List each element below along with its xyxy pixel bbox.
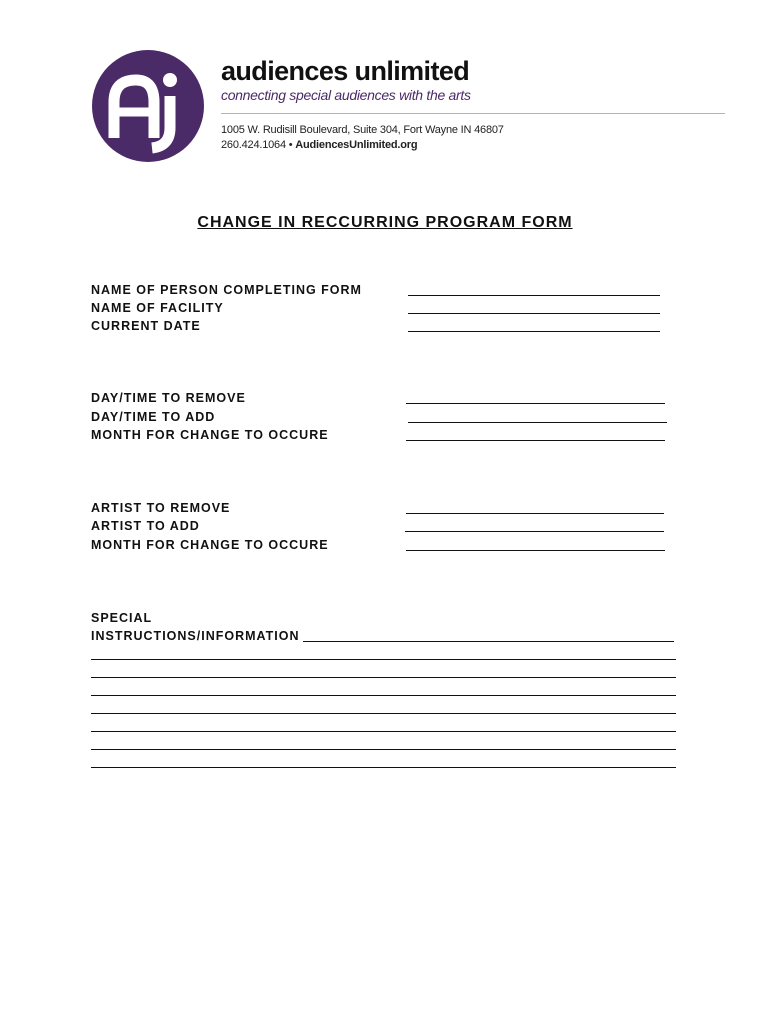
instructions-line[interactable] (91, 749, 676, 750)
daytime-add-field[interactable] (408, 422, 667, 423)
person-label: NAME OF PERSON COMPLETING FORM (91, 283, 362, 297)
artist-remove-label: ARTIST TO REMOVE (91, 501, 231, 515)
daytime-month-field[interactable] (406, 440, 665, 441)
brand-tagline: connecting special audiences with the arts (221, 87, 471, 103)
date-label: CURRENT DATE (91, 319, 201, 333)
facility-label: NAME OF FACILITY (91, 301, 224, 315)
artist-month-field[interactable] (406, 550, 665, 551)
special-label: SPECIAL (91, 611, 153, 625)
instructions-line[interactable] (91, 731, 676, 732)
instructions-line[interactable] (91, 713, 676, 714)
separator-dot: • (288, 139, 293, 151)
instructions-line[interactable] (91, 767, 676, 768)
facility-field[interactable] (408, 313, 660, 314)
daytime-remove-field[interactable] (406, 403, 665, 404)
address: 1005 W. Rudisill Boulevard, Suite 304, Fort Wayne IN 46807 (221, 124, 504, 136)
instructions-label: INSTRUCTIONS/INFORMATION (91, 629, 300, 643)
logo-mark-icon (92, 50, 204, 162)
date-field[interactable] (408, 331, 660, 332)
artist-add-label: ARTIST TO ADD (91, 519, 200, 533)
logo (92, 50, 204, 162)
artist-month-label: MONTH FOR CHANGE TO OCCURE (91, 538, 329, 552)
daytime-month-label: MONTH FOR CHANGE TO OCCURE (91, 428, 329, 442)
website-link[interactable]: AudiencesUnlimited.org (295, 139, 418, 151)
daytime-remove-label: DAY/TIME TO REMOVE (91, 391, 246, 405)
instructions-line[interactable] (91, 659, 676, 660)
artist-add-field[interactable] (405, 531, 664, 532)
instructions-line[interactable] (91, 695, 676, 696)
header-divider (221, 113, 725, 114)
brand-name: audiences unlimited (221, 56, 470, 86)
form-title: CHANGE IN RECCURRING PROGRAM FORM (197, 214, 573, 231)
instructions-first-line[interactable] (303, 641, 674, 642)
daytime-add-label: DAY/TIME TO ADD (91, 410, 216, 424)
instructions-line[interactable] (91, 677, 676, 678)
form-title-wrap (0, 214, 770, 232)
artist-remove-field[interactable] (406, 513, 664, 514)
phone-number: 260.424.1064 (221, 139, 286, 151)
contact-line (221, 139, 417, 151)
person-field[interactable] (408, 295, 660, 296)
